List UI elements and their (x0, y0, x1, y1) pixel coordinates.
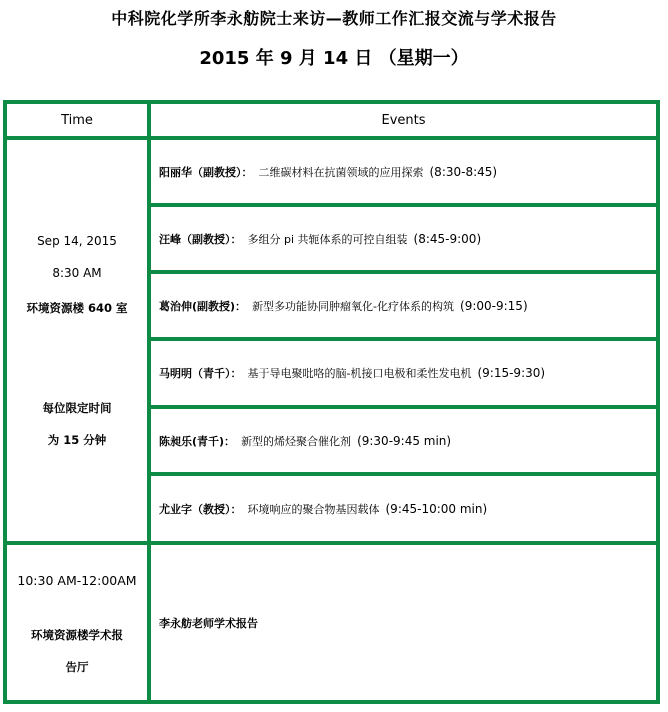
time-limit-note: 每位限定时间 (42, 401, 112, 415)
afternoon-time: 10:30 AM-12:00AM (17, 573, 137, 588)
page-title: 中科院化学所李永舫院士来访—教师工作汇报交流与学术报告 (111, 9, 557, 28)
talk-row (151, 476, 656, 541)
talk-time: (8:30-8:45) (429, 164, 498, 179)
talk-time: (9:15-9:30) (477, 366, 546, 380)
talk-time: (8:45-9:00) (413, 231, 482, 246)
talk-speaker: 阳丽华（副教授）： (159, 165, 253, 179)
page-date: 2015 年 9 月 14 日 （星期一） (199, 48, 469, 69)
talk-time: (9:00-9:15) (460, 298, 528, 313)
column-header-time: Time (7, 104, 147, 136)
talk-speaker: 汪峰（副教授）： (159, 232, 242, 246)
morning-time-cell (7, 140, 147, 541)
talk-row (151, 274, 656, 337)
talk-row (151, 341, 656, 405)
afternoon-location-2: 告厅 (65, 660, 89, 674)
time-limit-note-2: 为 15 分钟 (47, 433, 107, 447)
column-header-events: Events (151, 104, 656, 136)
talk-topic: 新型的烯烃聚合催化剂 (241, 434, 352, 448)
talk-time: (9:45-10:00 min) (385, 501, 488, 516)
talk-topic: 环境响应的聚合物基因载体 (247, 502, 380, 516)
morning-start-time: 8:30 AM (52, 266, 102, 280)
talk-topic: 新型多功能协同肿瘤氧化-化疗体系的构筑 (252, 299, 455, 313)
morning-location: 环境资源楼 640 室 (26, 301, 128, 315)
talk-speaker: 葛治伸(副教授)： (159, 299, 247, 313)
afternoon-time-cell (7, 545, 147, 700)
talk-topic: 多组分 pi 共轭体系的可控自组装 (247, 232, 408, 246)
morning-date: Sep 14, 2015 (37, 234, 117, 248)
talk-row (151, 140, 656, 203)
afternoon-location: 环境资源楼学术报 (31, 628, 123, 642)
keynote-event: 李永舫老师学术报告 (151, 545, 656, 700)
talk-speaker: 马明明（青千）： (159, 367, 242, 380)
talk-row (151, 207, 656, 270)
talk-time: (9:30-9:45 min) (357, 433, 452, 448)
talk-speaker: 陈昶乐(青千)： (159, 434, 236, 448)
talk-topic: 二维碳材料在抗菌领域的应用探索 (258, 165, 424, 179)
talk-topic: 基于导电聚吡咯的脑-机接口电极和柔性发电机 (247, 367, 472, 380)
schedule-table (3, 100, 660, 704)
talk-row (151, 409, 656, 472)
talk-speaker: 尤业字（教授）： (159, 502, 242, 516)
